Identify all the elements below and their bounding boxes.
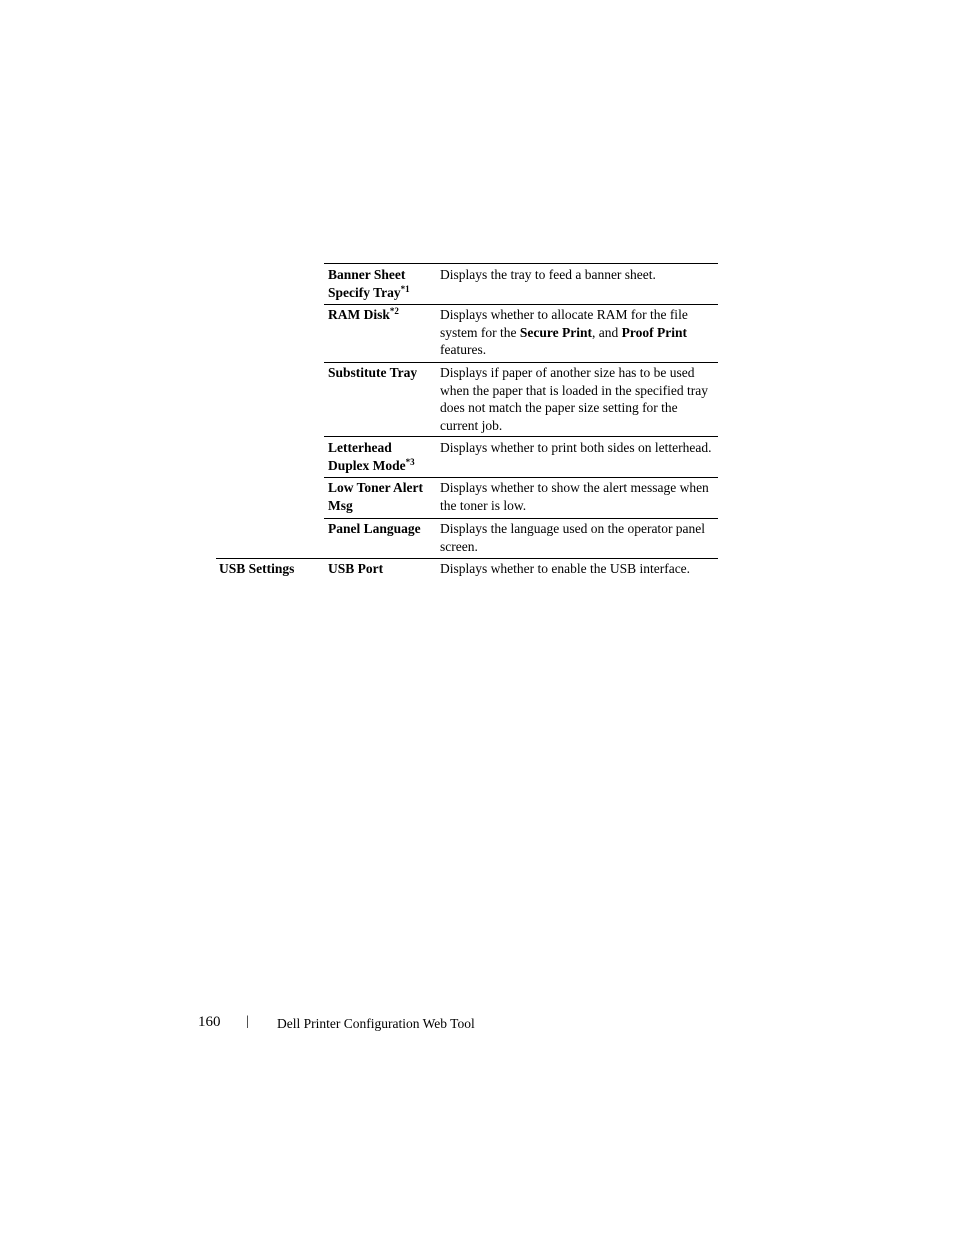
row-divider — [324, 362, 718, 363]
bold-term: Proof Print — [621, 324, 687, 340]
item-name: Low Toner Alert Msg — [328, 480, 424, 513]
item-description: Displays the language used on the operator panel screen. — [440, 521, 706, 554]
page-number: 160 — [198, 1014, 221, 1030]
section-divider — [216, 558, 718, 559]
table-top-rule — [324, 263, 718, 264]
footnote-marker: *1 — [400, 283, 410, 294]
item-name: RAM Disk$^{*2}$ — [328, 306, 399, 322]
row-divider — [324, 477, 718, 478]
footnote-marker: *3 — [405, 456, 415, 467]
row-divider — [324, 518, 718, 519]
item-name: USB Port — [328, 561, 384, 576]
item-name: Banner Sheet Specify Tray$^{*1}$ — [328, 267, 410, 300]
item-name: Letterhead Duplex Mode$^{*3}$ — [328, 440, 415, 473]
page-footer — [0, 1014, 954, 1036]
item-description: Displays whether to show the alert message when the toner is low. — [440, 480, 709, 513]
bold-term: Secure Print — [519, 324, 592, 340]
item-description: Displays whether to enable the USB interface. — [440, 561, 691, 576]
item-description: Displays if paper of another size has to be used when the paper that is loaded in the specified tray does not match the paper size setting for the current job. — [440, 365, 709, 433]
section-name: USB Settings — [219, 561, 295, 576]
item-name: Substitute Tray — [328, 365, 418, 380]
row-divider — [324, 436, 718, 437]
footer-title: Dell Printer Configuration Web Tool — [277, 1016, 475, 1031]
item-description: Displays whether to allocate RAM for the file system for the Secure Print, and Proof Print features. — [440, 307, 688, 357]
footer-separator: | — [246, 1014, 249, 1029]
row-divider — [324, 304, 718, 305]
item-description: Displays the tray to feed a banner sheet. — [440, 267, 656, 282]
item-name: Panel Language — [328, 521, 421, 536]
footnote-marker: *2 — [389, 306, 399, 316]
item-description: Displays whether to print both sides on letterhead. — [440, 440, 712, 455]
